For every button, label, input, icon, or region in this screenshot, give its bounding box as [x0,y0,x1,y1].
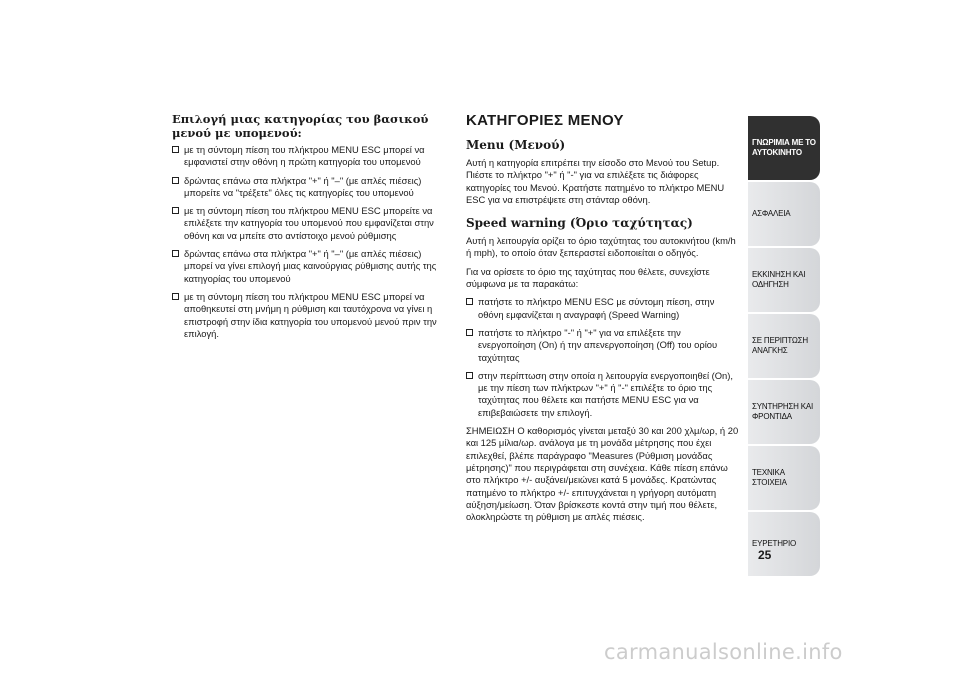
tab-label: ΓΝΩΡΙΜΙΑ ΜΕ ΤΟ ΑΥΤΟΚΙΝΗΤΟ [752,138,816,157]
list-item: με τη σύντομη πίεση του πλήκτρου MENU ESC μπορεί να εμφανιστεί στην οθόνη η πρώτη κατηγορία του υπομενού [172,144,440,169]
list-item: δρώντας επάνω στα πλήκτρα "+" ή "–" (με απλές πιέσεις) μπορείτε να "τρέξετε" όλες τις κατηγορίες του υπομενού [172,175,440,200]
tab-label: ΣΕ ΠΕΡΙΠΤΩΣΗ ΑΝΑΓΚΗΣ [752,336,808,355]
chapter-tabs [748,116,820,578]
speed-warning-instructions-intro: Για να ορίσετε το όριο της ταχύτητας που θέλετε, συνεχίστε σύμφωνα με τα παρακάτω: [466,265,710,290]
tab-label: ΕΥΡΕΤΗΡΙΟ [752,539,796,548]
list-item: πατήστε το πλήκτρο MENU ESC με σύντομη πίεση, στην οθόνη εμφανίζεται η αναγραφή (Speed Warning) [466,296,741,321]
checkbox-bullet-icon [172,207,179,214]
submenu-selection-heading: Επιλογή μιας κατηγορίας του βασικού μενού με υπομενού: [172,112,429,140]
checkbox-bullet-icon [172,250,179,257]
watermark: carmanualsonline.info [604,640,843,664]
list-item: με τη σύντομη πίεση του πλήκτρου MENU ESC μπορείτε να επιλέξετε την κατηγορία του υπομενού που εμφανίζεται στην οθόνη και να μπείτε στο αντίστοιχο μενού ρύθμισης [172,205,440,242]
tab-label: ΣΥΝΤΗΡΗΣΗ ΚΑΙ ΦΡΟΝΤΙΔΑ [752,402,814,421]
menu-section-heading: Menu (Μενού) [466,138,566,152]
speed-warning-heading: Speed warning (Όριο ταχύτητας) [466,216,693,231]
checkbox-bullet-icon [466,298,473,305]
tab-label: ΤΕΧΝΙΚΑ ΣΤΟΙΧΕΙΑ [752,468,787,487]
tab-safety[interactable] [748,182,820,246]
checkbox-bullet-icon [172,293,179,300]
list-item: πατήστε το πλήκτρο "-" ή "+" για να επιλέξετε την ενεργοποίηση (On) ή την απενεργοποίηση (Off) του ορίου ταχύτητας [466,327,741,364]
left-column [172,112,440,346]
checkbox-bullet-icon [172,146,179,153]
tab-label: ΕΚΚΙΝΗΣΗ ΚΑΙ ΟΔΗΓΗΣΗ [752,270,806,289]
page-title: ΚΑΤΗΓΟΡΙΕΣ ΜΕΝΟΥ [466,112,624,129]
page-number: 25 [758,548,772,562]
left-instruction-list [172,144,440,340]
note-paragraph: ΣΗΜΕΙΩΣΗ Ο καθορισμός γίνεται μεταξύ 30 και 200 χλμ/ωρ, ή 20 και 125 μίλια/ωρ. ανάλογα με τη μονάδα μέτρησης που έχει επιλεχθεί, βλέπε παράγραφο "Measures (Ρύθμιση μονάδας μέτρησης)" που περιγράφεται στη συνέχεια. Κάθε πίεση επάνω στο πλήκτρο +/- αυξάνει/μειώνει κατά 5 μονάδες. Κρατώντας πατημένο το πλήκτρο +/- επιτυγχάνεται η γρήγορη αυτόματη αύξηση/μείωση. Όταν βρίσκεστε κοντά στην τιμή που θέλετε, ολοκληρώστε τη ρύθμιση με απλές πιέσεις. [466,425,739,523]
list-item: δρώντας επάνω στα πλήκτρα "+" ή "–" (με απλές πιέσεις) μπορεί να γίνει επιλογή μιας καινούργιας ρύθμισης αυτής της κατηγορίας του υπομενού [172,248,440,285]
menu-section-text: Αυτή η κατηγορία επιτρέπει την είσοδο στο Μενού του Setup. Πιέστε το πλήκτρο "+" ή "-" για να επιλέξετε τις διάφορες κατηγορίες του Μενού. Κρατήστε πατημένο το πλήκτρο MENU ESC για να επιστρέψετε στη στάνταρ οθόνη. [466,157,725,205]
tab-getting-to-know-car[interactable] [748,116,820,180]
right-column [466,112,741,529]
tab-maintenance[interactable] [748,380,820,444]
checkbox-bullet-icon [172,177,179,184]
tab-emergency[interactable] [748,314,820,378]
list-item: με τη σύντομη πίεση του πλήκτρου MENU ESC μπορεί να αποθηκευτεί στη μνήμη η ρύθμιση και ταυτόχρονα να γίνει η επιστροφή στην ίδια κατηγορία του υπομενού μενού πριν την επιλογή. [172,291,440,340]
tab-technical-data[interactable] [748,446,820,510]
checkbox-bullet-icon [466,372,473,379]
list-item: στην περίπτωση στην οποία η λειτουργία ενεργοποιηθεί (On), με την πίεση των πλήκτρων "+" ή "-" επιλέξτε το όριο της ταχύτητας που θέλετε και πατήστε MENU ESC για να επιβεβαιώσετε την επιλογή. [466,370,741,419]
tab-label: ΑΣΦΑΛΕΙΑ [752,209,791,218]
tab-index[interactable] [748,512,820,576]
checkbox-bullet-icon [466,329,473,336]
speed-warning-text: Αυτή η λειτουργία ορίζει το όριο ταχύτητας του αυτοκινήτου (km/h ή mph), το οποίο όταν ξεπεραστεί ειδοποιείται ο οδηγός. [466,235,736,259]
tab-starting-driving[interactable] [748,248,820,312]
speed-warning-steps [466,296,741,419]
